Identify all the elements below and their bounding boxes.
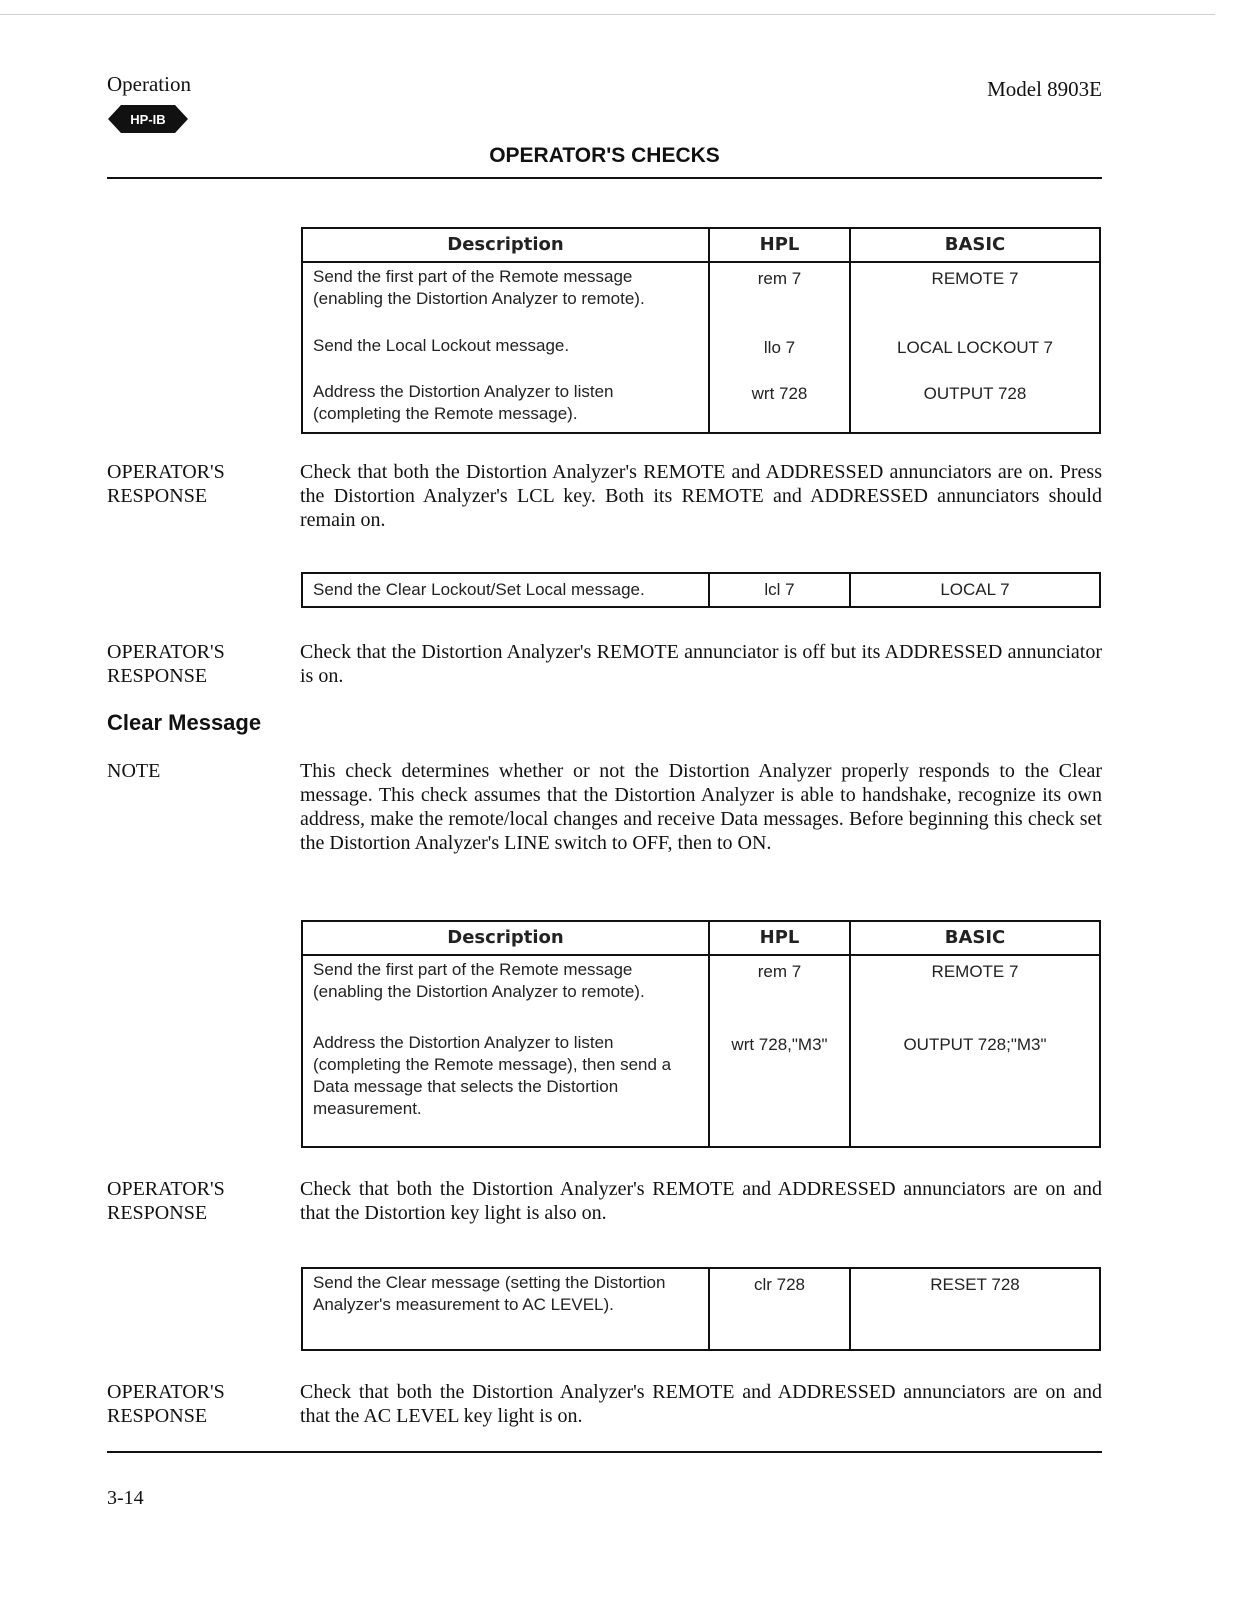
command-table-2 [301,572,1101,608]
row-basic: LOCAL 7 [850,573,1100,607]
row-basic: RESET 728 [850,1268,1100,1350]
operators-response-label: OPERATOR'S RESPONSE [107,1178,225,1224]
row-hpl: clr 728 [709,1268,850,1350]
model-header: Model 8903E [987,77,1102,101]
command-table-4 [301,1267,1101,1351]
note-label: NOTE [107,760,161,782]
clear-message-heading: Clear Message [107,710,262,735]
operators-response-text: Check that both the Distortion Analyzer's REMOTE and ADDRESSED annunciators are on and that the AC LEVEL key light is on. [300,1381,1102,1427]
operators-response-label: OPERATOR'S RESPONSE [107,1381,225,1427]
command-table-3 [301,920,1101,1148]
operators-response-text: Check that both the Distortion Analyzer's REMOTE and ADDRESSED annunciators are on and that the Distortion key light is also on. [300,1178,1102,1224]
row-basic: LOCAL LOCKOUT 7 [850,332,1100,378]
bottom-rule [107,1451,1102,1453]
badge-label: HP-IB [130,112,166,127]
page-number: 3-14 [107,1487,144,1509]
col-header-description: Description [302,228,709,262]
row-description: Send the Local Lockout message. [302,332,709,378]
table-row [302,1029,1100,1147]
operators-response-text: Check that the Distortion Analyzer's REMOTE annunciator is off but its ADDRESSED annunciator is on. [300,641,1102,687]
operators-response-label: OPERATOR'S RESPONSE [107,461,225,507]
operators-response-text: Check that both the Distortion Analyzer's REMOTE and ADDRESSED annunciators are on. Press the Distortion Analyzer's LCL key. Both its REMOTE and ADDRESSED annunciators should remain on. [300,461,1102,531]
row-description: Address the Distortion Analyzer to listen (completing the Remote message), then send a Data message that selects the Distortion measurement. [302,1029,709,1147]
command-table-1 [301,227,1101,434]
table-row [302,573,1100,607]
row-description: Send the first part of the Remote message (enabling the Distortion Analyzer to remote). [302,955,709,1029]
col-header-basic: BASIC [850,228,1100,262]
table-row [302,262,1100,332]
note-text: This check determines whether or not the Distortion Analyzer properly responds to the Clear message. This check assumes that the Distortion Analyzer is able to handshake, recognize its own address, make the remote/local changes and receive Data messages. Before beginning this check set the Distortion Analyzer's LINE switch to OFF, then to ON. [300,760,1102,854]
operators-response-label: OPERATOR'S RESPONSE [107,641,225,687]
row-basic: REMOTE 7 [850,262,1100,332]
row-basic: OUTPUT 728;"M3" [850,1029,1100,1147]
col-header-hpl: HPL [709,228,850,262]
col-header-basic: BASIC [850,921,1100,955]
table-row [302,955,1100,1029]
row-basic: REMOTE 7 [850,955,1100,1029]
row-basic: OUTPUT 728 [850,378,1100,433]
row-hpl: rem 7 [709,955,850,1029]
section-header: Operation [107,72,191,96]
row-description: Send the first part of the Remote message (enabling the Distortion Analyzer to remote). [302,262,709,332]
col-header-hpl: HPL [709,921,850,955]
page-title: OPERATOR'S CHECKS [489,144,720,167]
row-hpl: rem 7 [709,262,850,332]
hp-ib-badge-icon [108,104,188,134]
top-rule [107,177,1102,179]
table-row [302,378,1100,433]
col-header-description: Description [302,921,709,955]
row-description: Send the Clear Lockout/Set Local message. [302,573,709,607]
row-description: Send the Clear message (setting the Distortion Analyzer's measurement to AC LEVEL). [302,1268,709,1350]
scan-edge-line [0,14,1215,15]
row-hpl: wrt 728 [709,378,850,433]
row-hpl: llo 7 [709,332,850,378]
table-row [302,1268,1100,1350]
table-row [302,332,1100,378]
row-hpl: lcl 7 [709,573,850,607]
row-description: Address the Distortion Analyzer to listen (completing the Remote message). [302,378,709,433]
row-hpl: wrt 728,"M3" [709,1029,850,1147]
